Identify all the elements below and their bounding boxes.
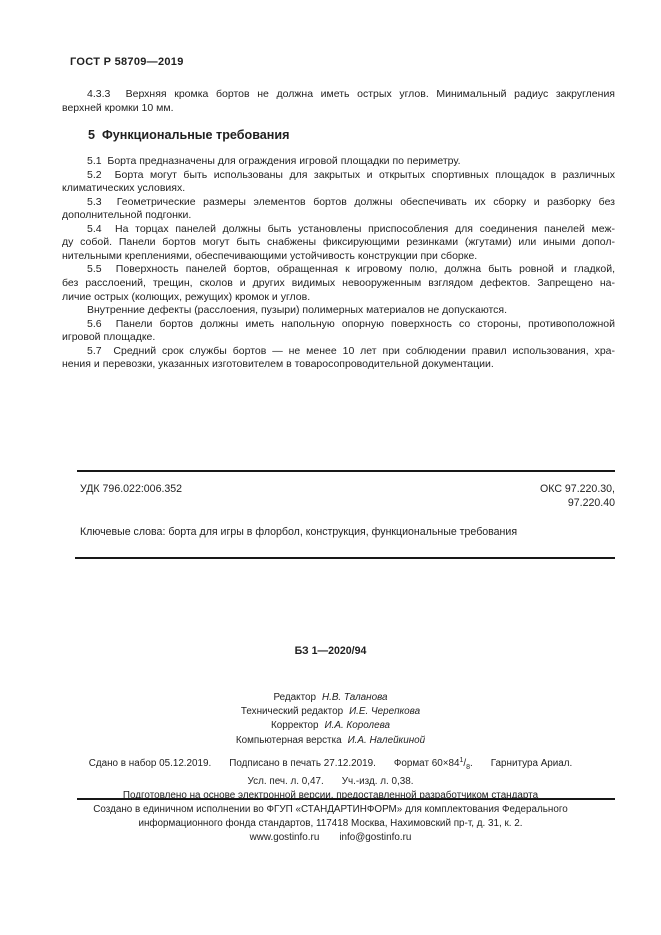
email-address: info@gostinfo.ru [339,831,412,843]
imprint-format [394,754,473,775]
text-line: игровой площадке. [62,331,156,344]
format-slash: / [463,758,467,769]
editor-name: И.А. Королева [324,720,390,732]
separator-line-top [77,470,615,472]
text-line: личие острых (колющих, режущих) кромок и углов. [62,290,311,303]
text-line: 5.6 Панели бортов должны иметь напольную опорную поверхность со стороны, противоположной [87,317,615,330]
publisher-line: Создано в единичном исполнении во ФГУП «СТАНДАРТИНФОРМ» для комплектования Федерального [93,804,568,815]
editor-role: Компьютерная верстка [235,734,342,746]
text-line: климатических условиях. [62,182,186,195]
text-line: 5.4 На торцах панелей должны быть установлены приспособления для соединения панелей меж- [87,222,615,235]
format-superscript: 1 [459,757,464,764]
text-line: ду собой. Панели бортов могут быть снабжены фиксирующими резинками (жгутами) или иными допол- [62,236,615,249]
editor-role: Корректор [270,720,319,732]
text-line: 4.3.3 Верхняя кромка бортов не должна иметь острых углов. Минимальный радиус закругления [87,88,615,100]
text-line: нения и перевозки, указанных изготовителем в товаросопроводительной документации. [62,358,494,371]
editor-name: Н.В. Таланова [321,692,388,703]
text-line: нительными креплениями, обеспечивающими устойчивость конструкции при сборке. [62,249,478,262]
bz-number: БЗ 1—2020/94 [294,645,367,657]
separator-line-bottom [77,798,615,800]
oks-codes [540,483,615,510]
imprint-segment: Сдано в набор 05.12.2019. [88,758,212,769]
text-line: без расслоений, трещин, сколов и других видимых невооруженным взглядом дефектов. Запрещено на- [62,277,615,290]
editorial-block [0,691,661,748]
text-line: дополнительной подгонки. [62,209,192,222]
editor-name: И.Е. Черепкова [349,706,421,718]
imprint-segment: Усл. печ. л. 0,47. [247,775,324,787]
imprint-line: Подготовлено на основе электронной версии, предоставленной разработчиком стандарта [122,789,539,801]
oks-code-line: 97.220.40 [567,496,615,509]
udk-code: УДК 796.022:006.352 [80,483,183,495]
publisher-block [0,803,661,844]
classification-row [80,483,615,510]
text-line: 5.7 Средний срок службы бортов — не менее 10 лет при соблюдении правил использования, хра- [87,344,615,357]
contacts-line [0,831,661,845]
text-line: 5.1 Борта предназначены для ограждения игровой площадки по периметру. [87,155,461,168]
separator-line-middle [75,557,615,559]
editor-role: Технический редактор [240,706,344,718]
text-line: 5.5 Поверхность панелей бортов, обращенная к игровому полю, должна быть ровной и гладкой, [87,263,615,276]
editor-line [0,691,661,705]
imprint-segment: Подписано в печать 27.12.2019. [229,758,376,769]
text-line: 5.3 Геометрические размеры элементов бортов должны обеспечивать их сборку и разборку без [87,195,615,208]
imprint-segment: Уч.-изд. л. 0,38. [341,775,414,787]
editor-line [0,719,661,733]
format-subscript: 8 [466,764,471,771]
imprint-block [0,754,661,802]
imprint-segment: Гарнитура Ариал. [490,758,573,769]
editor-name: И.А. Налейкиной [347,734,426,746]
text-line: верхней кромки 10 мм. [62,101,174,114]
editor-role: Редактор [273,692,316,703]
editor-line [0,705,661,719]
text-line: 5.2 Борта могут быть использованы для закрытых и открытых спортивных площадок в различных [87,168,615,181]
format-period: . [470,758,473,769]
imprint-line [0,775,661,789]
imprint-line [0,754,661,775]
oks-code-line: ОКС 97.220.30, [540,483,615,495]
website-url: www.gostinfo.ru [249,831,320,843]
publisher-line: информационного фонда стандартов, 117418 Москва, Нахимовский пр-т, д. 31, к. 2. [138,817,523,829]
editor-line [0,734,661,748]
section-heading: 5 Функциональные требования [88,128,290,143]
main-text-block [62,88,615,372]
keywords-line: Ключевые слова: борта для игры в флорбол, конструкция, функциональные требования [80,526,518,538]
format-text: Формат 60×84 [393,758,460,769]
text-line: Внутренние дефекты (расслоения, пузыри) полимерных материалов не допускаются. [87,304,508,317]
doc-number: ГОСТ Р 58709—2019 [70,56,184,68]
